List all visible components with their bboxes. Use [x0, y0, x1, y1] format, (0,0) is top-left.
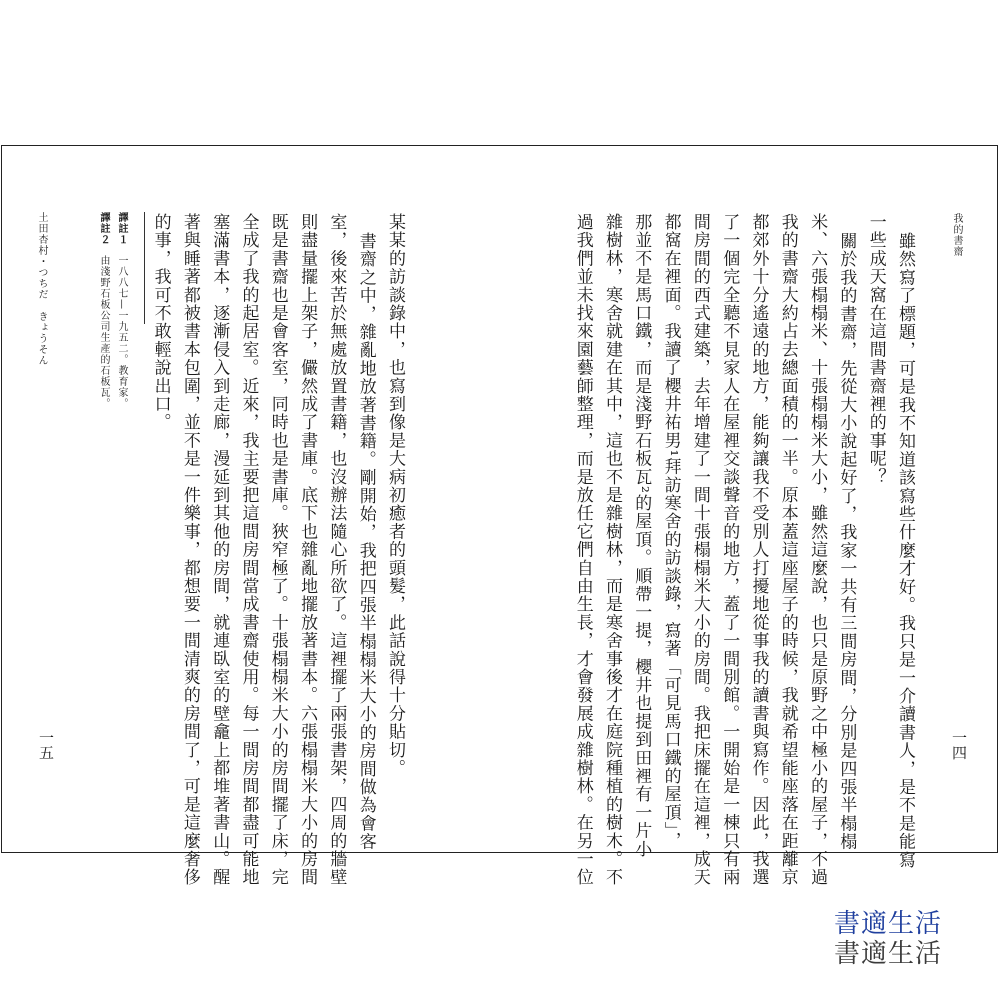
text-line: 一些成天窩在這間書齋裡的事呢？: [865, 213, 886, 486]
text-line: 某某的訪談錄中，也寫到像是大病初癒者的頭髮，此話說得十分貼切。: [385, 213, 405, 778]
running-head-left: 土田杏村・つちだ きょうそん: [36, 212, 47, 366]
text-line: 室，後來苦於無處放置書籍，也沒辦法隨心所欲了。這裡擺了兩張書架，四周的牆壁: [326, 213, 347, 887]
footnote-divider: [144, 212, 145, 324]
watermark-text-blue: 書適生活: [833, 909, 942, 939]
text-line: 過我們並未找來園藝師整理，而是放任它們自由生長，才會發展成雜樹林。在另一位: [572, 213, 593, 887]
text-line: 雜樹林，寒舍就建在其中，這也不是雜樹林，而是寒舍事後才在庭院種植的樹木。不: [602, 213, 622, 887]
watermark-text-grey: 書適生活: [833, 939, 942, 969]
page-number-left: 一五: [37, 730, 55, 760]
footnote-1-label: 譯註１: [116, 212, 127, 245]
footnote-1: [116, 212, 126, 409]
text-line: 關於我的書齋，先從大小說起好了，我家一共有三間房間，分別是四張半榻榻: [836, 232, 857, 851]
page-number-right: 一四: [950, 730, 968, 760]
text-line: 那並不是馬口鐵，而是淺野石板瓦²的屋頂。順帶一提，櫻井也提到田裡有一片小: [631, 213, 652, 859]
footnote-2-label: 譯註２: [98, 212, 109, 245]
text-line: 間房間的西式建築，去年增建了一間十張榻榻米大小的房間。我把床擺在這裡，成天: [689, 213, 710, 887]
footnote-1-text: 一八八七—一九五二。教育家。: [116, 255, 127, 409]
footnote-2-text: 由淺野石板公司生產的石板瓦。: [98, 255, 109, 409]
text-line: 則盡量擺上架子，儼然成了書庫。底下也雜亂地擺放著書本。六張榻榻米大小的房間: [297, 213, 318, 887]
footnote-2: [98, 212, 108, 409]
text-line: 塞滿書本，逐漸侵入到走廊，漫延到其他的房間，就連臥室的壁龕上都堆著書山。醒: [209, 213, 230, 887]
text-line: 著與睡著都被書本包圍，並不是一件樂事，都想要一間清爽的房間了，可是這麼奢侈: [179, 213, 200, 887]
text-line: 雖然寫了標題，可是我不知道該寫些什麼才好。我只是一介讀書人，是不是能寫: [895, 232, 915, 869]
text-line: 書齋之中，雜亂地放著書籍。剛開始，我把四張半榻榻米大小的房間做為會客: [355, 232, 376, 851]
text-line: 全成了我的起居室。近來，我主要把這間房間當成書齋使用。每一間房間都盡可能地: [238, 213, 259, 887]
text-line: 都郊外十分遙遠的地方，能夠讓我不受別人打擾地從事我的讀書與寫作。因此，我選: [748, 213, 769, 887]
text-line: 都窩在裡面。我讀了櫻井祐男¹拜訪寒舍的訪談錄，寫著「可見馬口鐵的屋頂」，: [660, 213, 681, 850]
text-line: 既是書齋也是會客室，同時也是書庫。狹窄極了。十張榻榻米大小的房間擺了床，完: [267, 213, 288, 887]
text-line: 米、六張榻榻米、十張榻榻米大小，雖然這麼說，也只是原野之中極小的屋子，不過: [807, 213, 828, 887]
text-line: 的事，我可不敢輕說出口。: [150, 213, 171, 432]
text-line: 了一個完全聽不見家人在屋裡交談聲音的地方，蓋了一間別館。一開始是一棟只有兩: [719, 213, 740, 887]
running-head-right: 我的書齋: [951, 213, 962, 257]
text-line: 我的書齋大約占去總面積的一半。原本蓋這座屋子的時候，我就希望能座落在距離京: [777, 213, 798, 887]
